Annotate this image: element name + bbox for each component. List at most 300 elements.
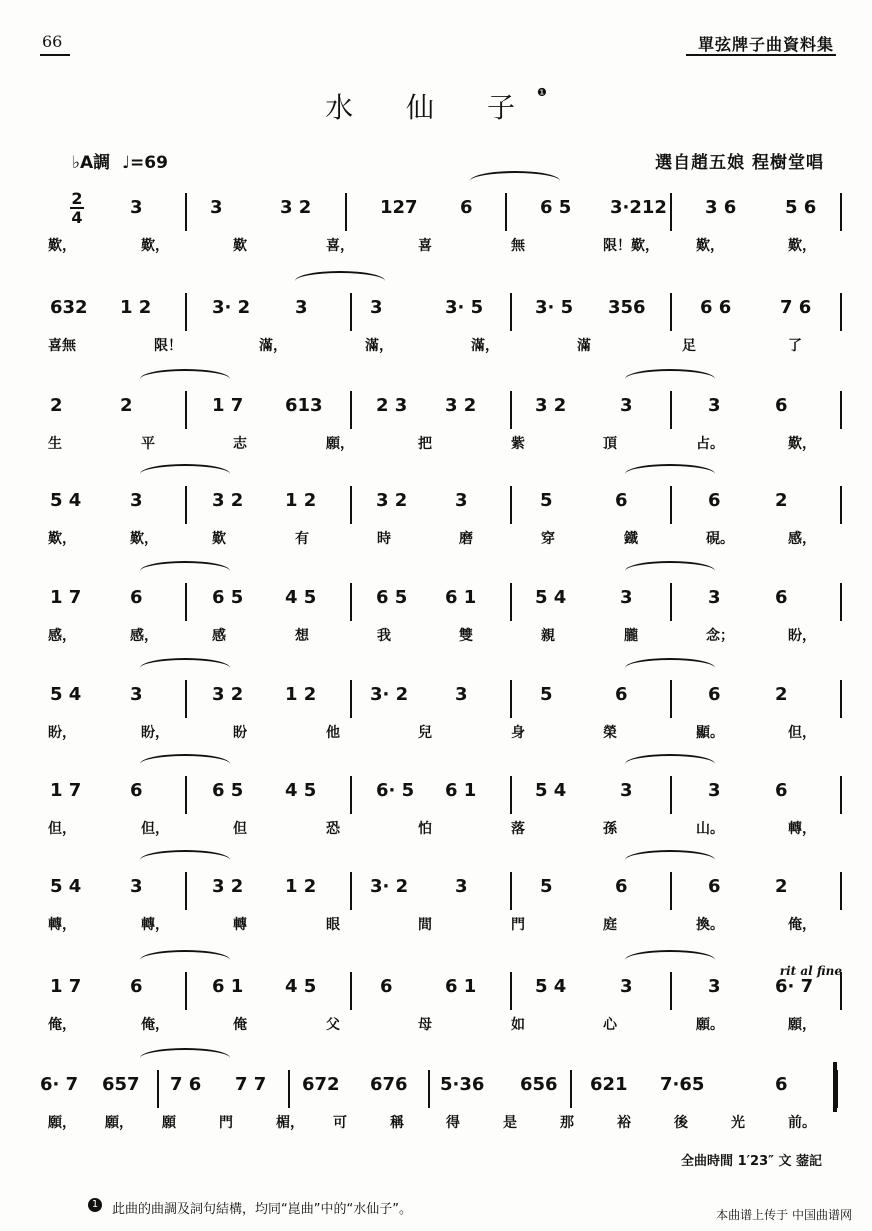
note-group: 3· 2 [370,876,409,897]
notes-line [40,587,840,615]
bar-line [840,293,842,331]
lyric-syllable: 俺， [788,917,816,933]
slur [140,950,230,970]
note-group: 3 [130,684,143,705]
note-group: 2 [775,876,788,897]
lyrics-line [40,625,840,647]
notes-line [40,780,840,808]
lyric-syllable: 了 [788,338,802,354]
lyric-syllable: 兒 [418,725,432,741]
note-group: 7·65 [660,1074,705,1095]
duration-note: 全曲時間 1′23″ 文 蓥記 [681,1154,822,1169]
source-credit: 選自趙五娘 程樹堂唱 [655,153,824,173]
bar-line [350,293,352,331]
lyric-syllable: 紫 [511,436,525,452]
lyric-syllable: 歎， [130,531,158,547]
note-group: 3 [295,297,308,318]
note-group: 1 7 [212,395,244,416]
note-group: 6 5 [376,587,408,608]
lyric-syllable: 轉， [788,821,816,837]
lyric-syllable: 轉 [233,917,247,933]
note-group: 7 7 [235,1074,267,1095]
lyric-syllable: 願， [788,1017,816,1033]
note-group: 3 6 [705,197,737,218]
note-group: 3 2 [445,395,477,416]
note-group: 3 [708,976,721,997]
lyric-syllable: 門 [511,917,525,933]
lyrics-line [40,818,840,840]
note-group: 7 6 [170,1074,202,1095]
note-group: 2 [775,490,788,511]
note-group: 6 [615,684,628,705]
score-row [40,864,840,944]
note-group: 1 7 [50,976,82,997]
bar-line [510,486,512,524]
note-group: 7 6 [780,297,812,318]
bar-line [510,293,512,331]
note-group: 1 2 [285,490,317,511]
lyric-syllable: 但， [48,821,76,837]
slur [140,561,230,581]
lyric-syllable: 有 [295,531,309,547]
bar-line [840,872,842,910]
bar-line [840,391,842,429]
lyric-syllable: 想 [295,628,309,644]
note-group: 3 [620,780,633,801]
lyric-syllable: 鐵 [624,531,638,547]
score-row [40,575,840,655]
note-group: 6 [708,876,721,897]
lyric-syllable: 朧 [624,628,638,644]
lyric-syllable: 生 [48,436,62,452]
bar-line [428,1070,430,1108]
lyric-syllable: 山。 [696,821,724,837]
note-group: 613 [285,395,323,416]
bar-line [185,486,187,524]
bar-line [670,972,672,1010]
bar-line [350,776,352,814]
slur [140,369,230,389]
bar-line [670,583,672,621]
time-signature-bottom: 4 [71,208,83,227]
bar-line [185,583,187,621]
bar-line [670,680,672,718]
note-group: 4 5 [285,587,317,608]
slur [140,658,230,678]
note-group: 3 [708,395,721,416]
note-group: 3 [130,876,143,897]
bar-line [345,193,347,231]
note-group: 6 [130,780,143,801]
slur [625,850,715,870]
note-group: 5·36 [440,1074,485,1095]
tempo-marking: ♩=69 [122,153,168,173]
lyric-syllable: 父 [326,1017,340,1033]
note-group: 6 [708,684,721,705]
note-group: 6 [130,587,143,608]
notes-line [40,490,840,518]
bar-line [670,776,672,814]
lyric-syllable: 落 [511,821,525,837]
bar-line [350,972,352,1010]
bar-line [350,680,352,718]
lyric-syllable: 母 [418,1017,432,1033]
note-group: 1 7 [50,587,82,608]
lyric-syllable: 穿 [541,531,555,547]
lyric-syllable: 歎， [788,436,816,452]
notes-line [40,976,840,1004]
bar-line [350,583,352,621]
lyric-syllable: 裕 [617,1115,631,1131]
notes-line [40,197,840,225]
key-tempo [72,148,168,173]
lyrics-line [40,1014,840,1036]
note-group: 672 [302,1074,340,1095]
lyric-syllable: 雙 [459,628,473,644]
lyric-syllable: 可 [333,1115,347,1131]
bar-line [670,872,672,910]
lyric-syllable: 平 [141,436,155,452]
note-group: 6· 5 [376,780,415,801]
bar-line [185,972,187,1010]
note-group: 3 [210,197,223,218]
song-title-text: 水 仙 子 [325,91,537,124]
tempo-direction: rit al fine [779,964,842,978]
lyric-syllable: 但， [788,725,816,741]
lyric-syllable: 顯。 [696,725,724,741]
slur [625,464,715,484]
lyrics-line [40,1112,840,1134]
note-group: 3 2 [376,490,408,511]
bar-line [670,193,672,231]
final-bar-line [833,1062,837,1112]
lyric-syllable: 足 [682,338,696,354]
notes-line [40,297,840,325]
lyric-syllable: 喜， [326,238,354,254]
lyric-syllable: 歎， [788,238,816,254]
lyric-syllable: 轉， [48,917,76,933]
note-group: 1 2 [285,684,317,705]
bar-line [350,872,352,910]
note-group: 1 2 [120,297,152,318]
lyric-syllable: 後 [674,1115,688,1131]
note-group: 6· 7 [775,976,814,997]
note-group: 6 [615,490,628,511]
note-group: 6 [380,976,393,997]
note-group: 5 4 [50,684,82,705]
note-group: 3 [620,587,633,608]
lyric-syllable: 滿， [365,338,393,354]
lyric-syllable: 門 [219,1115,233,1131]
footnote-mark: ❶ [536,86,547,99]
lyric-syllable: 感， [788,531,816,547]
note-group: 6 1 [212,976,244,997]
lyric-syllable: 眼 [326,917,340,933]
lyric-syllable: 但 [233,821,247,837]
note-group: 657 [102,1074,140,1095]
note-group: 6 [615,876,628,897]
note-group: 6 [775,780,788,801]
note-group: 127 [380,197,418,218]
lyric-syllable: 前。 [788,1115,816,1131]
note-group: 6 [708,490,721,511]
lyric-syllable: 但， [141,821,169,837]
bar-line [510,776,512,814]
note-group: 621 [590,1074,628,1095]
slur [140,464,230,484]
lyric-syllable: 是 [503,1115,517,1131]
note-group: 6 5 [212,780,244,801]
note-group: 3· 5 [535,297,574,318]
slur [625,754,715,774]
bar-line [510,972,512,1010]
lyric-syllable: 庭 [603,917,617,933]
song-title [0,86,872,126]
note-group: 3· 2 [212,297,251,318]
bar-line [510,391,512,429]
note-group: 3 [130,197,143,218]
note-group: 6 5 [540,197,572,218]
bar-line [840,680,842,718]
collection-rule [686,54,836,56]
note-group: 1 2 [285,876,317,897]
note-group: 5 4 [50,490,82,511]
footnote-icon: 1 [88,1198,102,1212]
lyric-syllable: 換。 [696,917,724,933]
lyric-syllable: 喜無 [48,338,76,354]
lyric-syllable: 頂 [603,436,617,452]
lyric-syllable: 親 [541,628,555,644]
lyric-syllable: 盼 [233,725,247,741]
lyric-syllable: 俺 [233,1017,247,1033]
lyric-syllable: 磨 [459,531,473,547]
lyrics-line [40,235,840,257]
footnote-text: 此曲的曲調及詞句結構，均同“崑曲”中的“水仙子”。 [112,1202,412,1217]
lyric-syllable: 恐 [326,821,340,837]
bar-line [157,1070,159,1108]
bar-line [510,680,512,718]
slur [140,850,230,870]
lyric-syllable: 占。 [696,436,724,452]
score-row [40,185,840,265]
slur [140,754,230,774]
lyrics-line [40,914,840,936]
notes-line [40,1074,840,1102]
note-group: 6 1 [445,976,477,997]
bar-line [670,293,672,331]
bar-line [288,1070,290,1108]
note-group: 6 [775,395,788,416]
note-group: 3 [130,490,143,511]
lyric-syllable: 那 [560,1115,574,1131]
lyric-syllable: 心 [603,1017,617,1033]
bar-line [510,583,512,621]
bar-line [510,872,512,910]
score-row [40,964,840,1044]
note-group: 3 [708,587,721,608]
lyric-syllable: 願， [326,436,354,452]
lyrics-line [40,722,840,744]
key-signature: ♭A調 [72,153,111,173]
lyric-syllable: 喜 [418,238,432,254]
note-group: 2 3 [376,395,408,416]
notes-line [40,395,840,423]
note-group: 5 [540,684,553,705]
note-group: 3· 2 [370,684,409,705]
lyric-syllable: 榮 [603,725,617,741]
score-row [40,768,840,848]
lyric-syllable: 感， [48,628,76,644]
lyric-syllable: 光 [731,1115,745,1131]
lyric-syllable: 感 [212,628,226,644]
lyric-syllable: 硯。 [706,531,734,547]
lyric-syllable: 盼， [141,725,169,741]
note-group: 1 7 [50,780,82,801]
note-group: 632 [50,297,88,318]
bar-line [185,776,187,814]
note-group: 3· 5 [445,297,484,318]
note-group: 3 [455,490,468,511]
lyric-syllable: 限！ [154,338,182,354]
note-group: 6 [460,197,473,218]
lyric-syllable: 滿， [259,338,287,354]
note-group: 5 6 [785,197,817,218]
lyric-syllable: 間 [418,917,432,933]
note-group: 6· 7 [40,1074,79,1095]
lyric-syllable: 如 [511,1017,525,1033]
lyric-syllable: 限！歎， [603,238,659,254]
bar-line [185,680,187,718]
note-group: 3 2 [212,876,244,897]
page-number-rule [40,54,70,56]
note-group: 6 6 [700,297,732,318]
lyric-syllable: 念； [706,628,734,644]
note-group: 356 [608,297,646,318]
note-group: 4 5 [285,976,317,997]
lyric-syllable: 感， [130,628,158,644]
bar-line [185,193,187,231]
note-group: 3 [455,684,468,705]
note-group: 6 [775,587,788,608]
collection-title: 單弦牌子曲資料集 [697,35,834,54]
note-group: 3 2 [280,197,312,218]
note-group: 2 [775,684,788,705]
bar-line [570,1070,572,1108]
slur [470,171,560,191]
lyric-syllable: 願， [48,1115,76,1131]
score-row [40,478,840,558]
lyric-syllable: 稱 [390,1115,404,1131]
lyric-syllable: 歎， [48,238,76,254]
note-group: 3 2 [212,490,244,511]
note-group: 6 1 [445,587,477,608]
bar-line [840,776,842,814]
lyric-syllable: 孫 [603,821,617,837]
note-group: 2 [50,395,63,416]
notes-line [40,684,840,712]
lyric-syllable: 歎， [141,238,169,254]
lyric-syllable: 俺， [48,1017,76,1033]
watermark: 本曲谱上传于 中国曲谱网 [716,1208,852,1222]
lyric-syllable: 盼， [48,725,76,741]
note-group: 3 2 [212,684,244,705]
lyric-syllable: 滿 [577,338,591,354]
note-group: 6 5 [212,587,244,608]
bar-line [185,872,187,910]
slur [625,950,715,970]
slur [625,561,715,581]
note-group: 5 4 [535,976,567,997]
lyric-syllable: 願， [105,1115,133,1131]
lyric-syllable: 歎 [233,238,247,254]
time-signature-top: 2 [71,189,83,208]
bar-line [185,391,187,429]
note-group: 5 [540,876,553,897]
lyric-syllable: 楣， [276,1115,304,1131]
bar-line [350,486,352,524]
note-group: 656 [520,1074,558,1095]
bar-line [840,486,842,524]
lyric-syllable: 願 [162,1115,176,1131]
lyric-syllable: 滿， [471,338,499,354]
lyric-syllable: 歎， [696,238,724,254]
score-row [40,1062,840,1142]
lyric-syllable: 無 [511,238,525,254]
score-row [40,285,840,365]
lyric-syllable: 我 [377,628,391,644]
notes-line [40,876,840,904]
lyric-syllable: 時 [377,531,391,547]
note-group: 5 4 [535,587,567,608]
note-group: 3 [708,780,721,801]
bar-line [840,193,842,231]
bar-line [350,391,352,429]
lyric-syllable: 願。 [696,1017,724,1033]
lyric-syllable: 轉， [141,917,169,933]
note-group: 2 [120,395,133,416]
lyric-syllable: 歎， [48,531,76,547]
score-row [40,672,840,752]
bar-line [670,391,672,429]
note-group: 676 [370,1074,408,1095]
lyric-syllable: 俺， [141,1017,169,1033]
note-group: 5 [540,490,553,511]
bar-line [505,193,507,231]
note-group: 6 [130,976,143,997]
lyric-syllable: 怕 [418,821,432,837]
lyric-syllable: 志 [233,436,247,452]
lyric-syllable: 把 [418,436,432,452]
slur [625,369,715,389]
lyrics-line [40,528,840,550]
lyric-syllable: 得 [446,1115,460,1131]
note-group: 3 [620,395,633,416]
note-group: 3 2 [535,395,567,416]
lyric-syllable: 身 [511,725,525,741]
footnote [112,1198,412,1217]
slur [295,271,385,291]
score-row [40,383,840,463]
lyrics-line [40,335,840,357]
note-group: 3 [455,876,468,897]
slur [140,1048,230,1068]
lyrics-line [40,433,840,455]
note-group: 3 [620,976,633,997]
note-group: 3·212 [610,197,667,218]
note-group: 6 [775,1074,788,1095]
note-group: 6 1 [445,780,477,801]
page-number: 66 [42,32,63,51]
